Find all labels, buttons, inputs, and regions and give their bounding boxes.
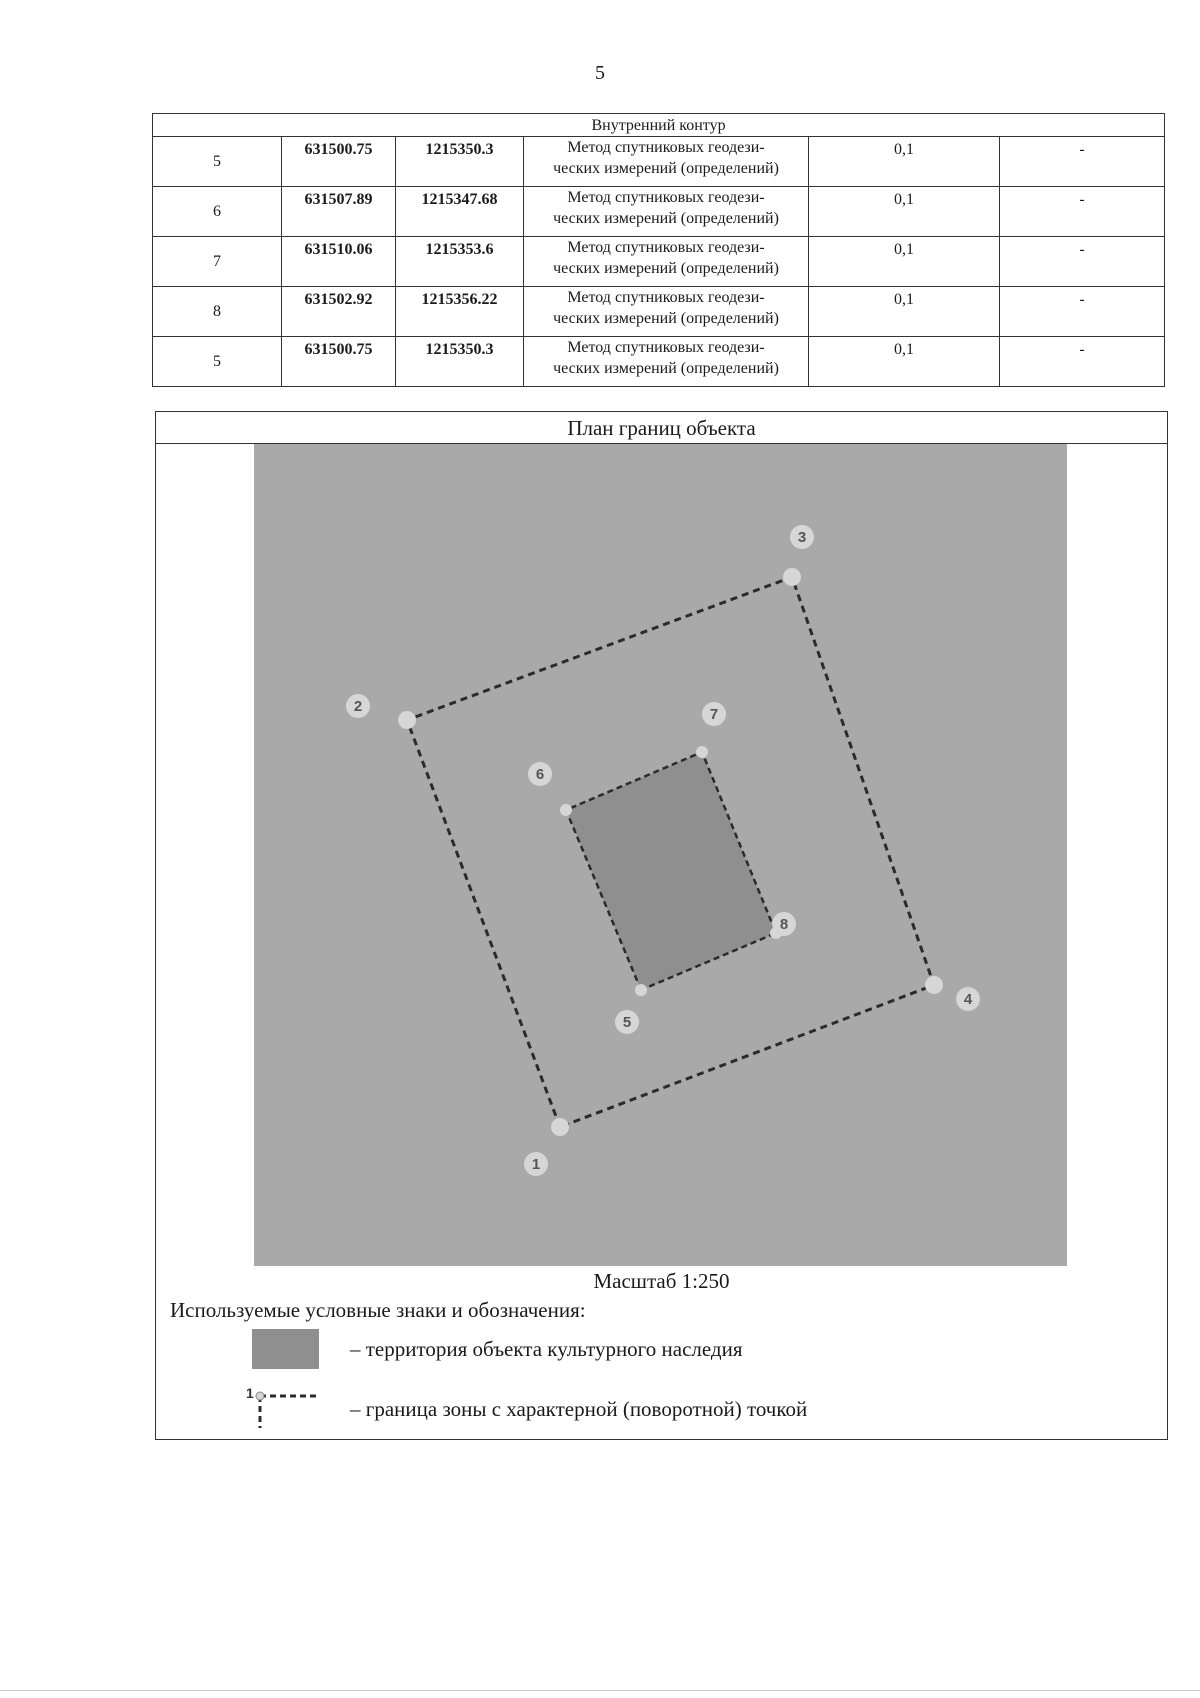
point-label-6: 6 [535, 766, 545, 783]
turning-point-marker [560, 804, 572, 816]
method-cell [524, 137, 809, 187]
method-line-2: ческих измерений (определений) [553, 310, 779, 327]
page-number: 5 [595, 62, 605, 84]
y-coordinate: 1215353.6 [396, 237, 524, 287]
turning-point-marker [696, 746, 708, 758]
table-row [153, 237, 1165, 287]
table-row [153, 337, 1165, 387]
method-line-1: Метод спутниковых геодези- [567, 289, 765, 306]
legend-boundary-label: – граница зоны с характерной (поворотной) точкой [350, 1397, 808, 1421]
note: - [1000, 137, 1165, 187]
method-line-1: Метод спутниковых геодези- [567, 189, 765, 206]
y-coordinate: 1215350.3 [396, 337, 524, 387]
heritage-area [566, 752, 776, 990]
contour-title: Внутренний контур [153, 114, 1165, 137]
x-coordinate: 631500.75 [282, 337, 396, 387]
accuracy: 0,1 [809, 337, 1000, 387]
y-coordinate: 1215347.68 [396, 187, 524, 237]
plan-title: План границ объекта [156, 412, 1167, 444]
point-label-8: 8 [779, 916, 789, 933]
point-label-1: 1 [531, 1156, 541, 1173]
point-number: 7 [153, 237, 282, 287]
point-label-2: 2 [353, 698, 363, 715]
page-bottom-rule [0, 1690, 1200, 1691]
legend-heritage-label: – территория объекта культурного наследия [350, 1337, 743, 1361]
point-number: 5 [153, 137, 282, 187]
method-line-2: ческих измерений (определений) [553, 360, 779, 377]
legend-title: Используемые условные знаки и обозначения: [170, 1298, 586, 1322]
heritage-area-swatch-icon [252, 1329, 319, 1369]
turning-point-marker [635, 984, 647, 996]
x-coordinate: 631507.89 [282, 187, 396, 237]
point-number: 6 [153, 187, 282, 237]
table-row [153, 137, 1165, 187]
y-coordinate: 1215350.3 [396, 137, 524, 187]
point-label-4: 4 [963, 991, 973, 1008]
method-line-1: Метод спутниковых геодези- [567, 139, 765, 156]
table-header-row [153, 114, 1165, 137]
method-line-1: Метод спутниковых геодези- [567, 239, 765, 256]
x-coordinate: 631502.92 [282, 287, 396, 337]
point-number: 8 [153, 287, 282, 337]
plan-map [254, 444, 1067, 1266]
boundary-sample-label: 1 [246, 1385, 254, 1401]
turning-point-marker [783, 568, 801, 586]
turning-point-marker [925, 976, 943, 994]
point-number: 5 [153, 337, 282, 387]
method-line-2: ческих измерений (определений) [553, 260, 779, 277]
table-row [153, 287, 1165, 337]
x-coordinate: 631510.06 [282, 237, 396, 287]
method-cell [524, 287, 809, 337]
method-line-2: ческих измерений (определений) [553, 210, 779, 227]
scale-label: Масштаб 1:250 [593, 1269, 730, 1293]
boundary-point-icon [244, 1384, 324, 1430]
note: - [1000, 337, 1165, 387]
y-coordinate: 1215356.22 [396, 287, 524, 337]
point-label-3: 3 [797, 529, 807, 546]
plan-map-svg [254, 444, 1067, 1266]
accuracy: 0,1 [809, 137, 1000, 187]
note: - [1000, 187, 1165, 237]
method-cell [524, 237, 809, 287]
accuracy: 0,1 [809, 187, 1000, 237]
point-label-7: 7 [709, 706, 719, 723]
boundary-plan [155, 411, 1168, 1440]
turning-point-marker [551, 1118, 569, 1136]
turning-point-marker [398, 711, 416, 729]
method-line-2: ческих измерений (определений) [553, 160, 779, 177]
method-line-1: Метод спутниковых геодези- [567, 339, 765, 356]
coordinates-table [152, 113, 1165, 387]
note: - [1000, 287, 1165, 337]
method-cell [524, 187, 809, 237]
table-row [153, 187, 1165, 237]
note: - [1000, 237, 1165, 287]
accuracy: 0,1 [809, 287, 1000, 337]
accuracy: 0,1 [809, 237, 1000, 287]
method-cell [524, 337, 809, 387]
point-label-5: 5 [622, 1014, 632, 1031]
x-coordinate: 631500.75 [282, 137, 396, 187]
